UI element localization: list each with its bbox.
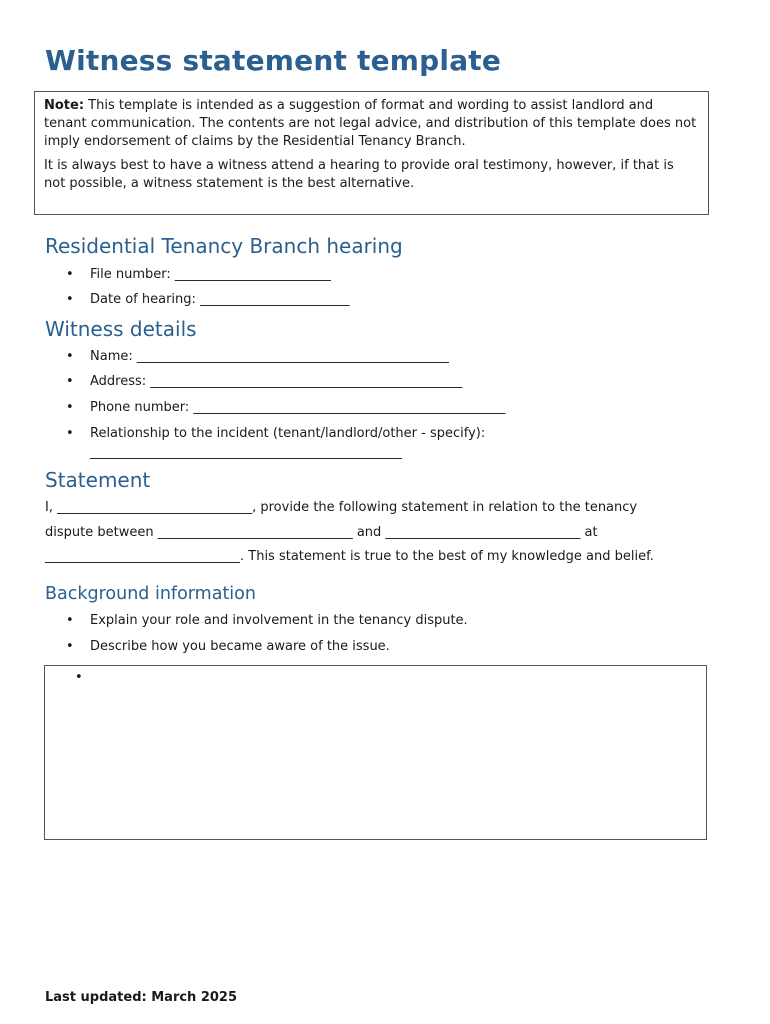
background-heading: Background information <box>45 584 256 604</box>
relationship-line[interactable]: ________________________________________________ <box>90 445 402 460</box>
background-item-role <box>66 612 468 630</box>
witness-heading: Witness details <box>45 317 197 341</box>
note-paragraph-2: It is always best to have a witness attend a hearing to provide oral testimony, however, if that is not possible, a witness statement is the best alternative. <box>44 158 674 191</box>
background-answer-box[interactable] <box>44 665 707 840</box>
relationship-field[interactable] <box>66 425 485 443</box>
bullet-icon: • <box>66 400 74 415</box>
witness-name-label: Name: ________________________________________________ <box>90 349 449 364</box>
note-box <box>34 91 709 215</box>
last-updated: Last updated: March 2025 <box>45 990 238 1005</box>
statement-heading: Statement <box>45 468 151 492</box>
bullet-icon: • <box>66 292 74 307</box>
note-label: Note: <box>44 98 85 113</box>
bullet-icon: • <box>75 670 83 685</box>
bullet-icon: • <box>66 639 74 654</box>
background-item-role-label: Explain your role and involvement in the tenancy dispute. <box>90 613 468 628</box>
statement-line-1[interactable]: I, ______________________________, provide the following statement in relation to the tenancy <box>45 500 638 515</box>
bullet-icon: • <box>66 426 74 441</box>
bullet-icon: • <box>66 267 74 282</box>
statement-line-3[interactable]: ______________________________. This statement is true to the best of my knowledge and belief. <box>45 549 654 564</box>
background-item-awareness-label: Describe how you became aware of the issue. <box>90 639 390 654</box>
note-paragraph <box>44 97 699 151</box>
page-title: Witness statement template <box>45 44 502 77</box>
file-number-field[interactable] <box>66 266 331 284</box>
witness-address-field[interactable] <box>66 373 462 391</box>
bullet-icon: • <box>66 374 74 389</box>
statement-line-2[interactable]: dispute between ______________________________ and ______________________________ at <box>45 525 598 540</box>
hearing-date-label: Date of hearing: _______________________ <box>90 292 350 307</box>
hearing-heading: Residential Tenancy Branch hearing <box>45 234 403 258</box>
bullet-icon: • <box>66 613 74 628</box>
note-text: This template is intended as a suggestion of format and wording to assist landlord and tenant communication. The contents are not legal advice, and distribution of this template does not imply endorsement of claims by the Residential Tenancy Branch. <box>44 98 697 149</box>
relationship-label: Relationship to the incident (tenant/landlord/other - specify): <box>90 426 486 441</box>
witness-name-field[interactable] <box>66 348 449 366</box>
bullet-icon: • <box>66 349 74 364</box>
witness-address-label: Address: ________________________________________________ <box>90 374 463 389</box>
background-item-awareness <box>66 638 390 656</box>
witness-phone-field[interactable] <box>66 399 505 417</box>
hearing-date-field[interactable] <box>66 291 350 309</box>
witness-phone-label: Phone number: ________________________________________________ <box>90 400 506 415</box>
file-number-label: File number: ________________________ <box>90 267 331 282</box>
